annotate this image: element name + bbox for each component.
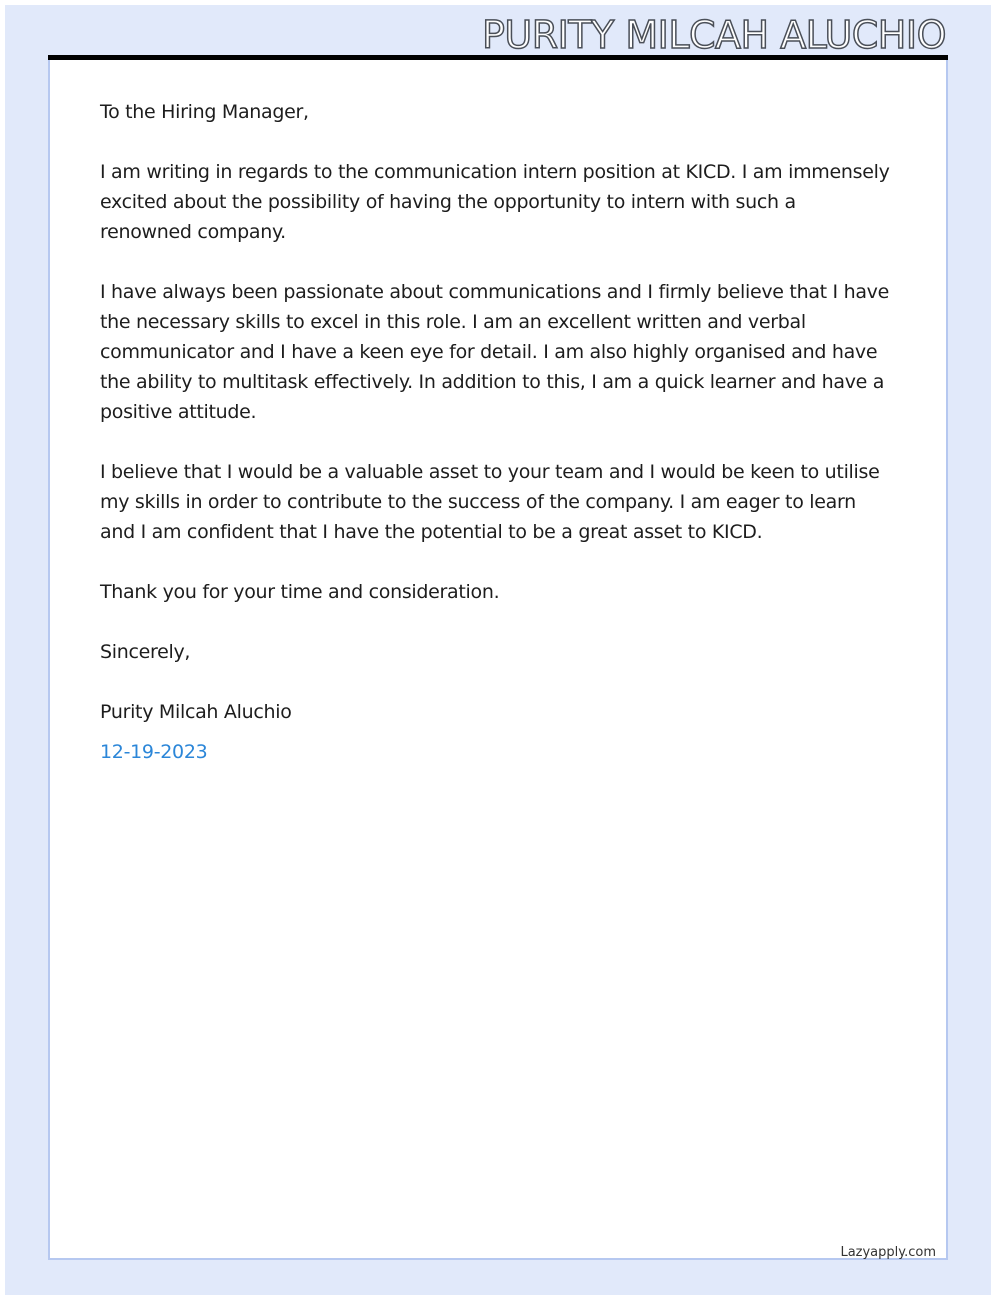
letter-date: 12-19-2023 (100, 741, 208, 763)
paragraph-2: I have always been passionate about communications and I firmly believe that I have the necessary skills to excel in this role. I am an excellent written and verbal communicator and I have a keen eye for detail. I am also highly organised and have the ability to multitask effectively. In addition to this, I am a quick learner and have a positive attitude. (100, 281, 890, 423)
applicant-name: PURITY MILCAH ALUCHIO (482, 13, 946, 57)
footer-brand: Lazyapply.com (840, 1245, 936, 1260)
signer-name: Purity Milcah Aluchio (100, 701, 292, 723)
paragraph-1: I am writing in regards to the communication intern position at KICD. I am immensely excited about the possibility of having the opportunity to intern with such a renowned company. (100, 161, 890, 243)
paragraph-4: Thank you for your time and consideration. (100, 581, 500, 603)
paragraph-3: I believe that I would be a valuable asset to your team and I would be keen to utilise my skills in order to contribute to the success of the company. I am eager to learn and I am confident that I have the potential to be a great asset to KICD. (100, 461, 880, 543)
letter-body (100, 97, 890, 797)
salutation: To the Hiring Manager, (100, 101, 309, 123)
closing: Sincerely, (100, 641, 191, 663)
